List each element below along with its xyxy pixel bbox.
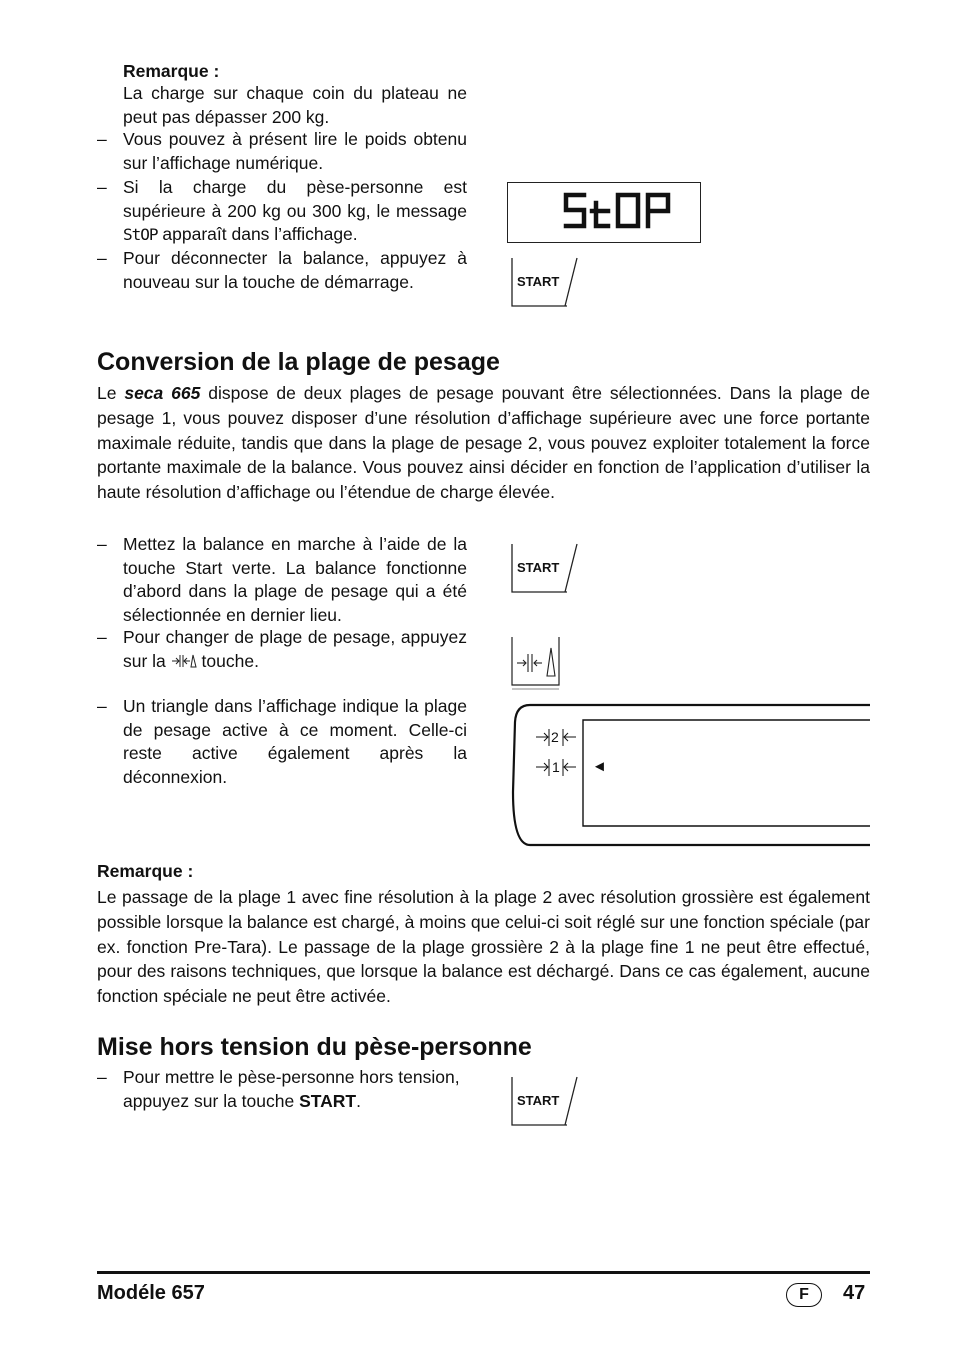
list-item: – Pour mettre le pèse-personne hors tension, appuyez sur la touche START. [97, 1067, 460, 1111]
start-button[interactable] [511, 257, 577, 307]
bullet-text: Un triangle dans l’affichage indique la plage de pesage active à ce moment. Celle-ci reste active également après la déconnexion. [123, 696, 467, 787]
section-heading-conversion: Conversion de la plage de pesage [97, 348, 500, 376]
bullet-text: Pour déconnecter la balance, appuyez à nouveau sur la touche de démarrage. [123, 248, 467, 292]
bullet-text: apparaît dans l’affichage. [162, 224, 358, 244]
start-button[interactable] [511, 1076, 577, 1126]
list-item: – Mettez la balance en marche à l’aide de la touche Start verte. La balance fonctionne d’abord dans la plage de pesage qui a été sélectionnée en dernier lieu. [97, 533, 467, 629]
start-button-label: START [517, 274, 560, 289]
list-item: – Un triangle dans l’affichage indique la plage de pesage active à ce moment. Celle-ci reste active également après la déconnexion. [97, 695, 467, 791]
footer-rule [97, 1271, 870, 1274]
start-button-label: START [517, 560, 560, 575]
stop-display [507, 182, 701, 243]
section-heading-power-off: Mise hors tension du pèse-personne [97, 1033, 532, 1061]
bullet-text: touche. [201, 650, 259, 671]
range-2-label: 2 [551, 729, 559, 745]
list-item: – Pour changer de plage de pesage, appuyez sur la touche. [97, 627, 467, 671]
language-badge: F [786, 1283, 822, 1307]
start-reference: START [299, 1090, 357, 1111]
range-switch-icon [171, 653, 197, 669]
bullet-text: Si la charge du pèse-personne est supérieure à 200 kg ou 300 kg, le message [123, 177, 467, 221]
range-display [508, 702, 870, 848]
stop-message-inline: StOP [123, 225, 158, 244]
bullet-text: Pour changer de plage de pesage, appuyez sur la [123, 627, 467, 671]
page-number: 47 [843, 1282, 866, 1304]
range-switch-icon [511, 636, 561, 692]
active-range-indicator: ◄ [592, 758, 607, 775]
list-item: – Si la charge du pèse-personne est supérieure à 200 kg ou 300 kg, le message StOP apparaît dans l’affichage. [97, 177, 467, 244]
list-item: – Pour déconnecter la balance, appuyez à nouveau sur la touche de démarrage. [97, 247, 467, 295]
bullet-text: Vous pouvez à présent lire le poids obtenu sur l’affichage numérique. [123, 129, 467, 173]
conversion-intro: Le seca 665 dispose de deux plages de pesage pouvant être sélectionnées. Dans la plage de pesage 1, vous pouvez disposer d’une résolution d’affichage supérieure avec une force portante maximale réduite, tandis que dans la plage de pesage 2, vous pouvez exploiter totalement la force portante maximale de la balance. Vous pouvez ainsi décider en fonction de l’application d’utiliser la haute résolution d’affichage ou l’étendue de charge élevée. [97, 383, 871, 503]
note-text: La charge sur chaque coin du plateau ne peut pas dépasser 200 kg. [123, 83, 467, 127]
note-title: Remarque : [123, 61, 220, 81]
start-button-label: START [517, 1093, 560, 1108]
footer-model: Modéle 657 [97, 1282, 205, 1304]
bullet-text: Mettez la balance en marche à l’aide de la touche Start verte. La balance fonctionne d’abord dans la plage de pesage qui a été sélectionnée en dernier lieu. [123, 534, 467, 625]
start-button[interactable] [511, 543, 577, 593]
bullet-text: Pour mettre le pèse-personne hors tension, appuyez sur la touche [123, 1067, 460, 1111]
brand-name: seca 665 [124, 383, 201, 403]
stop-segment-text [508, 183, 700, 242]
range-switch-button[interactable] [511, 636, 561, 692]
note-title: Remarque : [97, 861, 194, 881]
note-text: Le passage de la plage 1 avec fine résolution à la plage 2 avec résolution grossière est également possible lorsque la balance est chargé, à moins que celui-ci soit réglé sur une fonction spéciale (par ex. fonction Pre-Tara). Le passage de la plage grossière 2 à la plage fine 1 ne peut être effectué, pour des raisons techniques, que lorsque la balance est déchargé. Dans ce cas également, aucune fonction spéciale ne peut être activée. [97, 887, 870, 1007]
list-item: – Vous pouvez à présent lire le poids obtenu sur l’affichage numérique. [97, 128, 467, 176]
range-1-label: 1 [552, 759, 560, 775]
